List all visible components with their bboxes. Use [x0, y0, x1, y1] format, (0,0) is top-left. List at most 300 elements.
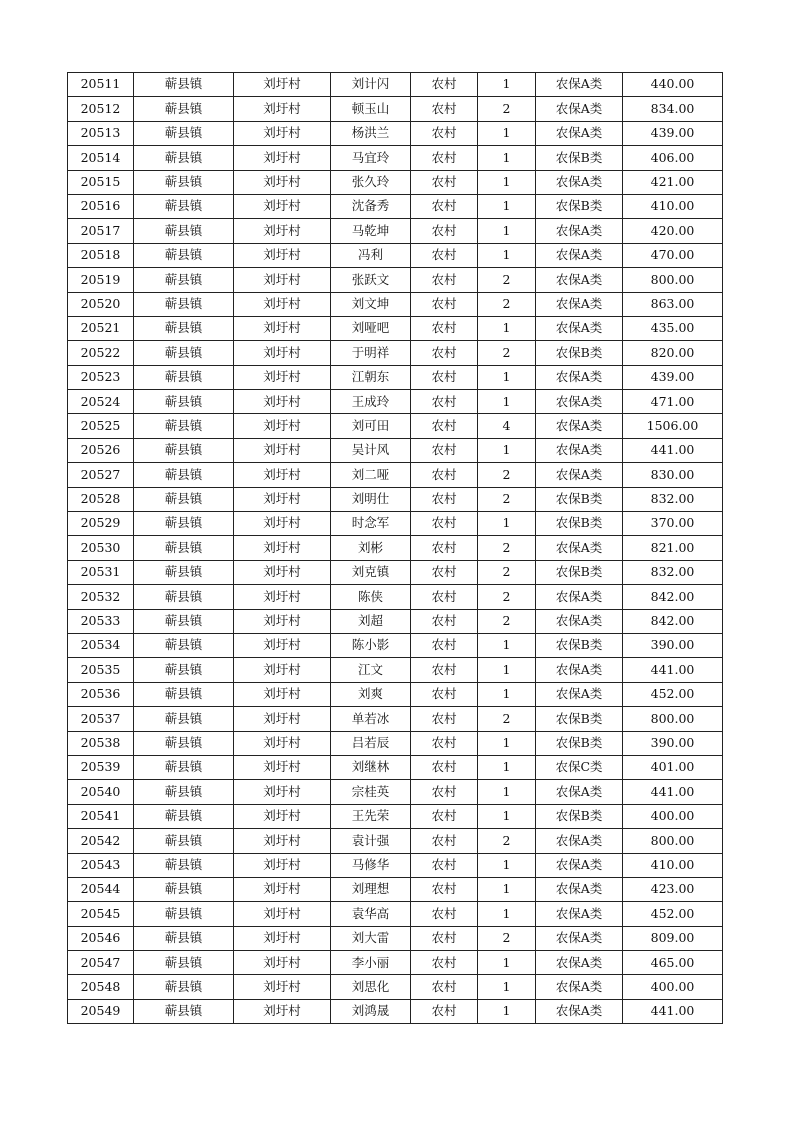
id-cell: 20518: [68, 243, 134, 267]
id-cell: 20511: [68, 73, 134, 97]
name-cell: 江文: [331, 658, 411, 682]
village-cell: 刘圩村: [234, 755, 331, 779]
id-cell: 20544: [68, 877, 134, 901]
insurance-category-cell: 农保A类: [536, 73, 623, 97]
name-cell: 刘理想: [331, 877, 411, 901]
insurance-category-cell: 农保A类: [536, 926, 623, 950]
area-type-cell: 农村: [411, 146, 478, 170]
area-type-cell: 农村: [411, 658, 478, 682]
town-cell: 蕲县镇: [134, 536, 234, 560]
town-cell: 蕲县镇: [134, 512, 234, 536]
table-row: [68, 560, 723, 584]
id-cell: 20524: [68, 390, 134, 414]
village-cell: 刘圩村: [234, 658, 331, 682]
town-cell: 蕲县镇: [134, 829, 234, 853]
household-count-cell: 2: [478, 829, 536, 853]
name-cell: 刘哑吧: [331, 316, 411, 340]
insurance-category-cell: 农保B类: [536, 146, 623, 170]
village-cell: 刘圩村: [234, 268, 331, 292]
table-row: [68, 877, 723, 901]
village-cell: 刘圩村: [234, 365, 331, 389]
id-cell: 20515: [68, 170, 134, 194]
town-cell: 蕲县镇: [134, 560, 234, 584]
table-row: [68, 609, 723, 633]
amount-cell: 390.00: [623, 633, 723, 657]
id-cell: 20529: [68, 512, 134, 536]
id-cell: 20535: [68, 658, 134, 682]
id-cell: 20547: [68, 951, 134, 975]
village-cell: 刘圩村: [234, 926, 331, 950]
amount-cell: 400.00: [623, 804, 723, 828]
name-cell: 江朝东: [331, 365, 411, 389]
town-cell: 蕲县镇: [134, 219, 234, 243]
amount-cell: 800.00: [623, 829, 723, 853]
area-type-cell: 农村: [411, 463, 478, 487]
town-cell: 蕲县镇: [134, 658, 234, 682]
name-cell: 马乾坤: [331, 219, 411, 243]
town-cell: 蕲县镇: [134, 902, 234, 926]
insurance-category-cell: 农保B类: [536, 633, 623, 657]
household-count-cell: 1: [478, 316, 536, 340]
amount-cell: 401.00: [623, 755, 723, 779]
insurance-category-cell: 农保A类: [536, 170, 623, 194]
name-cell: 张跃文: [331, 268, 411, 292]
table-row: [68, 292, 723, 316]
id-cell: 20517: [68, 219, 134, 243]
insurance-category-cell: 农保B类: [536, 804, 623, 828]
town-cell: 蕲县镇: [134, 73, 234, 97]
household-count-cell: 2: [478, 292, 536, 316]
insurance-category-cell: 农保A类: [536, 829, 623, 853]
table-row: [68, 682, 723, 706]
id-cell: 20520: [68, 292, 134, 316]
table-row: [68, 951, 723, 975]
amount-cell: 452.00: [623, 682, 723, 706]
table-row: [68, 633, 723, 657]
village-cell: 刘圩村: [234, 194, 331, 218]
village-cell: 刘圩村: [234, 316, 331, 340]
household-count-cell: 1: [478, 146, 536, 170]
insurance-category-cell: 农保B类: [536, 487, 623, 511]
amount-cell: 441.00: [623, 780, 723, 804]
household-count-cell: 1: [478, 170, 536, 194]
area-type-cell: 农村: [411, 707, 478, 731]
id-cell: 20528: [68, 487, 134, 511]
town-cell: 蕲县镇: [134, 487, 234, 511]
town-cell: 蕲县镇: [134, 755, 234, 779]
table-row: [68, 438, 723, 462]
insurance-category-cell: 农保A类: [536, 97, 623, 121]
area-type-cell: 农村: [411, 292, 478, 316]
name-cell: 时念军: [331, 512, 411, 536]
id-cell: 20549: [68, 999, 134, 1023]
household-count-cell: 1: [478, 902, 536, 926]
amount-cell: 834.00: [623, 97, 723, 121]
household-count-cell: 2: [478, 707, 536, 731]
amount-cell: 440.00: [623, 73, 723, 97]
area-type-cell: 农村: [411, 243, 478, 267]
id-cell: 20538: [68, 731, 134, 755]
amount-cell: 421.00: [623, 170, 723, 194]
amount-cell: 470.00: [623, 243, 723, 267]
household-count-cell: 1: [478, 633, 536, 657]
household-count-cell: 2: [478, 487, 536, 511]
id-cell: 20545: [68, 902, 134, 926]
id-cell: 20519: [68, 268, 134, 292]
insurance-category-cell: 农保A类: [536, 292, 623, 316]
village-cell: 刘圩村: [234, 341, 331, 365]
table-row: [68, 731, 723, 755]
village-cell: 刘圩村: [234, 999, 331, 1023]
household-count-cell: 1: [478, 731, 536, 755]
area-type-cell: 农村: [411, 121, 478, 145]
amount-cell: 406.00: [623, 146, 723, 170]
name-cell: 王先荣: [331, 804, 411, 828]
id-cell: 20530: [68, 536, 134, 560]
town-cell: 蕲县镇: [134, 926, 234, 950]
amount-cell: 800.00: [623, 268, 723, 292]
amount-cell: 410.00: [623, 194, 723, 218]
village-cell: 刘圩村: [234, 73, 331, 97]
town-cell: 蕲县镇: [134, 243, 234, 267]
area-type-cell: 农村: [411, 999, 478, 1023]
amount-cell: 809.00: [623, 926, 723, 950]
name-cell: 刘超: [331, 609, 411, 633]
village-cell: 刘圩村: [234, 902, 331, 926]
table-row: [68, 463, 723, 487]
household-count-cell: 1: [478, 999, 536, 1023]
area-type-cell: 农村: [411, 902, 478, 926]
id-cell: 20537: [68, 707, 134, 731]
insurance-category-cell: 农保A类: [536, 365, 623, 389]
amount-cell: 1506.00: [623, 414, 723, 438]
town-cell: 蕲县镇: [134, 146, 234, 170]
table-row: [68, 487, 723, 511]
name-cell: 冯利: [331, 243, 411, 267]
table-row: [68, 780, 723, 804]
name-cell: 刘鸿晟: [331, 999, 411, 1023]
town-cell: 蕲县镇: [134, 682, 234, 706]
id-cell: 20548: [68, 975, 134, 999]
town-cell: 蕲县镇: [134, 951, 234, 975]
table-row: [68, 390, 723, 414]
town-cell: 蕲县镇: [134, 438, 234, 462]
town-cell: 蕲县镇: [134, 316, 234, 340]
table-row: [68, 658, 723, 682]
id-cell: 20541: [68, 804, 134, 828]
name-cell: 刘可田: [331, 414, 411, 438]
table-body: [68, 73, 723, 1024]
name-cell: 刘明仕: [331, 487, 411, 511]
town-cell: 蕲县镇: [134, 731, 234, 755]
table-row: [68, 170, 723, 194]
village-cell: 刘圩村: [234, 780, 331, 804]
town-cell: 蕲县镇: [134, 633, 234, 657]
village-cell: 刘圩村: [234, 804, 331, 828]
amount-cell: 830.00: [623, 463, 723, 487]
insurance-category-cell: 农保A类: [536, 268, 623, 292]
table-row: [68, 414, 723, 438]
area-type-cell: 农村: [411, 170, 478, 194]
household-count-cell: 1: [478, 121, 536, 145]
id-cell: 20516: [68, 194, 134, 218]
town-cell: 蕲县镇: [134, 585, 234, 609]
amount-cell: 441.00: [623, 999, 723, 1023]
village-cell: 刘圩村: [234, 682, 331, 706]
town-cell: 蕲县镇: [134, 414, 234, 438]
area-type-cell: 农村: [411, 633, 478, 657]
data-table: [67, 72, 723, 1024]
name-cell: 宗桂英: [331, 780, 411, 804]
insurance-category-cell: 农保A类: [536, 438, 623, 462]
name-cell: 王成玲: [331, 390, 411, 414]
town-cell: 蕲县镇: [134, 170, 234, 194]
amount-cell: 439.00: [623, 365, 723, 389]
village-cell: 刘圩村: [234, 560, 331, 584]
amount-cell: 370.00: [623, 512, 723, 536]
insurance-category-cell: 农保A类: [536, 975, 623, 999]
village-cell: 刘圩村: [234, 463, 331, 487]
household-count-cell: 1: [478, 512, 536, 536]
insurance-category-cell: 农保A类: [536, 999, 623, 1023]
id-cell: 20513: [68, 121, 134, 145]
household-count-cell: 1: [478, 73, 536, 97]
table-row: [68, 194, 723, 218]
insurance-category-cell: 农保A类: [536, 902, 623, 926]
village-cell: 刘圩村: [234, 292, 331, 316]
id-cell: 20522: [68, 341, 134, 365]
id-cell: 20527: [68, 463, 134, 487]
household-count-cell: 1: [478, 682, 536, 706]
amount-cell: 465.00: [623, 951, 723, 975]
amount-cell: 435.00: [623, 316, 723, 340]
amount-cell: 821.00: [623, 536, 723, 560]
table-row: [68, 268, 723, 292]
town-cell: 蕲县镇: [134, 292, 234, 316]
table-row: [68, 219, 723, 243]
area-type-cell: 农村: [411, 780, 478, 804]
amount-cell: 832.00: [623, 487, 723, 511]
id-cell: 20540: [68, 780, 134, 804]
village-cell: 刘圩村: [234, 707, 331, 731]
area-type-cell: 农村: [411, 316, 478, 340]
insurance-category-cell: 农保A类: [536, 316, 623, 340]
amount-cell: 842.00: [623, 609, 723, 633]
name-cell: 吴计风: [331, 438, 411, 462]
area-type-cell: 农村: [411, 487, 478, 511]
table-row: [68, 975, 723, 999]
name-cell: 袁计强: [331, 829, 411, 853]
area-type-cell: 农村: [411, 951, 478, 975]
insurance-category-cell: 农保A类: [536, 682, 623, 706]
area-type-cell: 农村: [411, 438, 478, 462]
name-cell: 马修华: [331, 853, 411, 877]
household-count-cell: 1: [478, 194, 536, 218]
village-cell: 刘圩村: [234, 487, 331, 511]
household-count-cell: 1: [478, 951, 536, 975]
insurance-category-cell: 农保A类: [536, 585, 623, 609]
insurance-category-cell: 农保A类: [536, 780, 623, 804]
id-cell: 20526: [68, 438, 134, 462]
household-count-cell: 2: [478, 463, 536, 487]
area-type-cell: 农村: [411, 804, 478, 828]
table-row: [68, 316, 723, 340]
village-cell: 刘圩村: [234, 219, 331, 243]
village-cell: 刘圩村: [234, 121, 331, 145]
amount-cell: 452.00: [623, 902, 723, 926]
table-row: [68, 755, 723, 779]
town-cell: 蕲县镇: [134, 268, 234, 292]
amount-cell: 800.00: [623, 707, 723, 731]
area-type-cell: 农村: [411, 414, 478, 438]
id-cell: 20532: [68, 585, 134, 609]
table-row: [68, 536, 723, 560]
insurance-category-cell: 农保A类: [536, 219, 623, 243]
table-row: [68, 853, 723, 877]
household-count-cell: 1: [478, 438, 536, 462]
town-cell: 蕲县镇: [134, 365, 234, 389]
insurance-category-cell: 农保A类: [536, 658, 623, 682]
area-type-cell: 农村: [411, 512, 478, 536]
household-count-cell: 1: [478, 975, 536, 999]
amount-cell: 820.00: [623, 341, 723, 365]
table-row: [68, 73, 723, 97]
name-cell: 刘二哑: [331, 463, 411, 487]
household-count-cell: 2: [478, 536, 536, 560]
town-cell: 蕲县镇: [134, 194, 234, 218]
id-cell: 20525: [68, 414, 134, 438]
area-type-cell: 农村: [411, 219, 478, 243]
insurance-category-cell: 农保B类: [536, 707, 623, 731]
insurance-category-cell: 农保A类: [536, 414, 623, 438]
insurance-category-cell: 农保C类: [536, 755, 623, 779]
area-type-cell: 农村: [411, 560, 478, 584]
household-count-cell: 1: [478, 219, 536, 243]
name-cell: 吕若辰: [331, 731, 411, 755]
table-row: [68, 707, 723, 731]
town-cell: 蕲县镇: [134, 877, 234, 901]
name-cell: 刘爽: [331, 682, 411, 706]
household-count-cell: 2: [478, 609, 536, 633]
name-cell: 杨洪兰: [331, 121, 411, 145]
village-cell: 刘圩村: [234, 243, 331, 267]
name-cell: 顿玉山: [331, 97, 411, 121]
insurance-category-cell: 农保A类: [536, 536, 623, 560]
id-cell: 20546: [68, 926, 134, 950]
area-type-cell: 农村: [411, 877, 478, 901]
town-cell: 蕲县镇: [134, 390, 234, 414]
area-type-cell: 农村: [411, 73, 478, 97]
table-row: [68, 512, 723, 536]
area-type-cell: 农村: [411, 365, 478, 389]
town-cell: 蕲县镇: [134, 975, 234, 999]
village-cell: 刘圩村: [234, 829, 331, 853]
household-count-cell: 1: [478, 853, 536, 877]
area-type-cell: 农村: [411, 682, 478, 706]
household-count-cell: 1: [478, 658, 536, 682]
amount-cell: 441.00: [623, 438, 723, 462]
insurance-category-cell: 农保B类: [536, 512, 623, 536]
household-count-cell: 2: [478, 268, 536, 292]
town-cell: 蕲县镇: [134, 97, 234, 121]
table-row: [68, 341, 723, 365]
table-row: [68, 146, 723, 170]
area-type-cell: 农村: [411, 268, 478, 292]
village-cell: 刘圩村: [234, 975, 331, 999]
id-cell: 20534: [68, 633, 134, 657]
area-type-cell: 农村: [411, 975, 478, 999]
household-count-cell: 1: [478, 243, 536, 267]
id-cell: 20523: [68, 365, 134, 389]
name-cell: 袁华高: [331, 902, 411, 926]
amount-cell: 420.00: [623, 219, 723, 243]
id-cell: 20514: [68, 146, 134, 170]
table-row: [68, 585, 723, 609]
household-count-cell: 2: [478, 926, 536, 950]
table-row: [68, 97, 723, 121]
town-cell: 蕲县镇: [134, 804, 234, 828]
household-count-cell: 1: [478, 365, 536, 389]
village-cell: 刘圩村: [234, 609, 331, 633]
household-count-cell: 1: [478, 755, 536, 779]
insurance-category-cell: 农保A类: [536, 390, 623, 414]
id-cell: 20536: [68, 682, 134, 706]
village-cell: 刘圩村: [234, 877, 331, 901]
amount-cell: 832.00: [623, 560, 723, 584]
village-cell: 刘圩村: [234, 731, 331, 755]
town-cell: 蕲县镇: [134, 780, 234, 804]
name-cell: 刘彬: [331, 536, 411, 560]
town-cell: 蕲县镇: [134, 853, 234, 877]
insurance-category-cell: 农保A类: [536, 121, 623, 145]
village-cell: 刘圩村: [234, 414, 331, 438]
amount-cell: 400.00: [623, 975, 723, 999]
amount-cell: 471.00: [623, 390, 723, 414]
table-row: [68, 829, 723, 853]
name-cell: 刘大雷: [331, 926, 411, 950]
name-cell: 李小丽: [331, 951, 411, 975]
village-cell: 刘圩村: [234, 438, 331, 462]
area-type-cell: 农村: [411, 853, 478, 877]
table-row: [68, 926, 723, 950]
village-cell: 刘圩村: [234, 512, 331, 536]
name-cell: 陈侠: [331, 585, 411, 609]
insurance-category-cell: 农保A类: [536, 877, 623, 901]
village-cell: 刘圩村: [234, 536, 331, 560]
area-type-cell: 农村: [411, 390, 478, 414]
name-cell: 马宜玲: [331, 146, 411, 170]
household-count-cell: 1: [478, 877, 536, 901]
village-cell: 刘圩村: [234, 853, 331, 877]
id-cell: 20542: [68, 829, 134, 853]
id-cell: 20521: [68, 316, 134, 340]
town-cell: 蕲县镇: [134, 707, 234, 731]
area-type-cell: 农村: [411, 829, 478, 853]
area-type-cell: 农村: [411, 536, 478, 560]
amount-cell: 410.00: [623, 853, 723, 877]
table-row: [68, 365, 723, 389]
amount-cell: 439.00: [623, 121, 723, 145]
insurance-category-cell: 农保B类: [536, 731, 623, 755]
household-count-cell: 2: [478, 560, 536, 584]
area-type-cell: 农村: [411, 926, 478, 950]
village-cell: 刘圩村: [234, 390, 331, 414]
town-cell: 蕲县镇: [134, 609, 234, 633]
household-count-cell: 2: [478, 585, 536, 609]
insurance-category-cell: 农保A类: [536, 609, 623, 633]
insurance-category-cell: 农保B类: [536, 560, 623, 584]
name-cell: 刘继林: [331, 755, 411, 779]
